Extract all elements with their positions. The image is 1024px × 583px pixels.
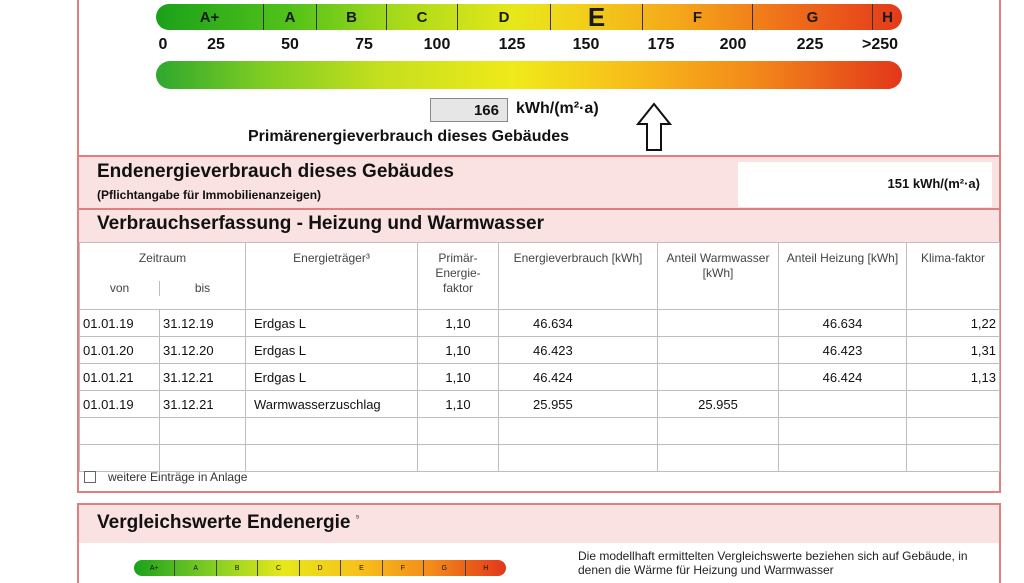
- scale-tick-label: 0: [158, 36, 168, 53]
- cell-climate: 1,31: [907, 337, 1000, 364]
- header-period-label: Zeitraum: [138, 251, 187, 265]
- cell-carrier: [246, 418, 418, 445]
- mini-class-segment: B: [217, 560, 258, 576]
- cell-hotwater: [658, 418, 779, 445]
- cell-climate: [907, 418, 1000, 445]
- cell-hotwater: [658, 364, 779, 391]
- header-carrier: Energieträger³: [246, 243, 418, 310]
- cell-consumption: 46.634: [499, 310, 658, 337]
- table-row: [80, 445, 1000, 472]
- energy-class-g: G: [753, 4, 873, 30]
- cell-climate: [907, 445, 1000, 472]
- cell-consumption: [499, 445, 658, 472]
- cell-from: 01.01.19: [80, 391, 160, 418]
- scale-tick-label: >250: [861, 36, 899, 53]
- mini-class-segment: E: [341, 560, 382, 576]
- end-energy-section: [79, 155, 999, 210]
- scale-tick-label: 75: [355, 36, 373, 53]
- header-to: bis: [159, 281, 245, 296]
- energy-class-e: E: [551, 4, 643, 30]
- energy-class-f: F: [643, 4, 753, 30]
- end-energy-value-box: [738, 162, 992, 207]
- header-factor: Primär-Energie-faktor: [418, 243, 499, 310]
- cell-hotwater: [658, 337, 779, 364]
- comparison-title: [97, 512, 359, 534]
- cell-heating: [779, 418, 907, 445]
- energy-class-h: H: [882, 8, 893, 26]
- table-row: [80, 310, 1000, 337]
- cell-carrier: Erdgas L: [246, 364, 418, 391]
- cell-hotwater: [658, 445, 779, 472]
- comparison-description: Die modellhaft ermittelten Vergleichswerte beziehen sich auf Gebäude, in denen die Wärme für Heizung und Warmwasser: [578, 549, 968, 577]
- header-consumption: Energieverbrauch [kWh]: [499, 243, 658, 310]
- table-row: [80, 364, 1000, 391]
- cell-from: 01.01.19: [80, 310, 160, 337]
- cell-carrier: [246, 445, 418, 472]
- energy-class-d: D: [458, 4, 551, 30]
- cell-from: 01.01.21: [80, 364, 160, 391]
- table-row: [80, 391, 1000, 418]
- cell-to: 31.12.21: [160, 364, 246, 391]
- header-from: von: [109, 281, 130, 295]
- mini-class-segment: D: [300, 560, 341, 576]
- cell-factor: 1,10: [418, 391, 499, 418]
- cell-climate: 1,22: [907, 310, 1000, 337]
- more-entries-note: [84, 470, 247, 484]
- comparison-title-text: Vergleichswerte Endenergie: [97, 512, 351, 533]
- scale-tick-label: 150: [572, 36, 600, 53]
- table-row: [80, 337, 1000, 364]
- cell-consumption: [499, 418, 658, 445]
- header-climate: Klima-faktor: [907, 243, 1000, 310]
- cell-hotwater: [658, 310, 779, 337]
- primary-energy-value: 166: [430, 98, 508, 122]
- mini-class-segment: C: [258, 560, 299, 576]
- scale-tick-label: 100: [423, 36, 451, 53]
- cell-from: [80, 418, 160, 445]
- primary-energy-label: Primärenergieverbrauch dieses Gebäudes: [248, 128, 570, 145]
- cell-to: 31.12.20: [160, 337, 246, 364]
- scale-tick-label: 25: [207, 36, 225, 53]
- cell-carrier: Warmwasserzuschlag: [246, 391, 418, 418]
- more-entries-checkbox[interactable]: [84, 471, 96, 483]
- cell-carrier: Erdgas L: [246, 337, 418, 364]
- scale-tick-label: 125: [498, 36, 526, 53]
- cell-climate: [907, 391, 1000, 418]
- end-energy-title: Endenergieverbrauch dieses Gebäudes: [97, 161, 454, 182]
- energy-class-c: C: [387, 4, 458, 30]
- scale-tick-label: 50: [281, 36, 299, 53]
- header-period: [80, 243, 246, 310]
- cell-factor: 1,10: [418, 364, 499, 391]
- scale-tick-label: 225: [796, 36, 824, 53]
- primary-energy-unit: kWh/(m²·a): [516, 100, 599, 117]
- scale-tick-label: 175: [647, 36, 675, 53]
- energy-class-b: B: [317, 4, 387, 30]
- cell-factor: 1,10: [418, 310, 499, 337]
- cell-heating: 46.424: [779, 364, 907, 391]
- cell-to: 31.12.21: [160, 391, 246, 418]
- cell-hotwater: 25.955: [658, 391, 779, 418]
- header-heating: Anteil Heizung [kWh]: [779, 243, 907, 310]
- consumption-header: [79, 210, 999, 242]
- cell-heating: [779, 391, 907, 418]
- scale-tick-label: 200: [719, 36, 747, 53]
- more-entries-label: weitere Einträge in Anlage: [108, 470, 248, 484]
- header-hotwater: Anteil Warmwasser [kWh]: [658, 243, 779, 310]
- cell-heating: 46.634: [779, 310, 907, 337]
- cell-consumption: 46.424: [499, 364, 658, 391]
- cell-factor: 1,10: [418, 337, 499, 364]
- cell-heating: 46.423: [779, 337, 907, 364]
- cell-consumption: 25.955: [499, 391, 658, 418]
- cell-to: 31.12.19: [160, 310, 246, 337]
- energy-class-a: A: [264, 4, 317, 30]
- cell-heating: [779, 445, 907, 472]
- cell-to: [160, 445, 246, 472]
- table-row: [80, 418, 1000, 445]
- comparison-header: [79, 505, 999, 543]
- energy-class-a-plus: A+: [156, 4, 264, 30]
- end-energy-subtitle: (Pflichtangabe für Immobilienanzeigen): [97, 188, 322, 202]
- comparison-mini-scale: [134, 560, 506, 576]
- mini-class-segment: H: [483, 564, 489, 572]
- mini-class-segment: A+: [134, 560, 175, 576]
- cell-consumption: 46.423: [499, 337, 658, 364]
- cell-climate: 1,13: [907, 364, 1000, 391]
- consumption-table: [79, 242, 1000, 472]
- cell-carrier: Erdgas L: [246, 310, 418, 337]
- cell-from: [80, 445, 160, 472]
- cell-factor: [418, 445, 499, 472]
- mini-class-segment: A: [175, 560, 216, 576]
- comparison-footnote-mark: ⁵: [355, 512, 360, 523]
- end-energy-value: 151 kWh/(m²·a): [887, 176, 980, 191]
- mini-class-segment: F: [383, 560, 424, 576]
- cell-factor: [418, 418, 499, 445]
- consumption-title: Verbrauchserfassung - Heizung und Warmwasser: [97, 213, 544, 234]
- cell-to: [160, 418, 246, 445]
- mini-class-segment: G: [424, 560, 465, 576]
- cell-from: 01.01.20: [80, 337, 160, 364]
- header-period-sub: [80, 281, 245, 296]
